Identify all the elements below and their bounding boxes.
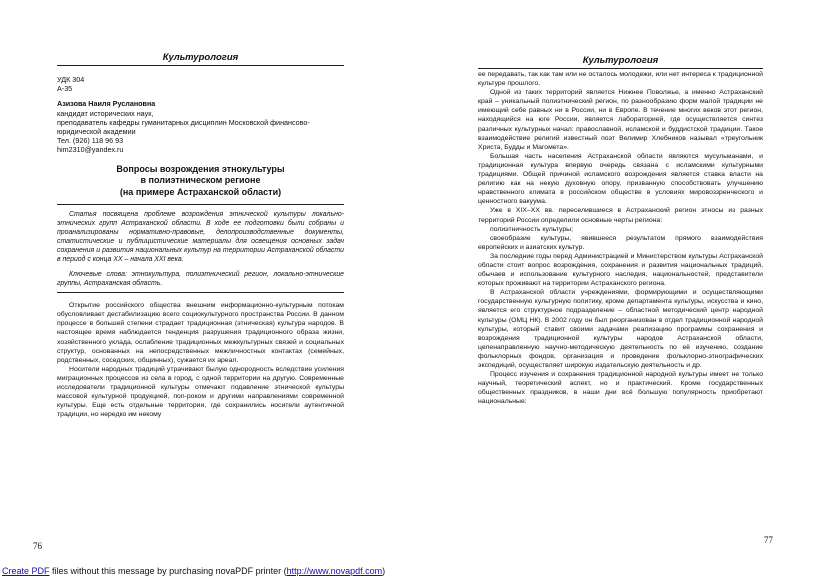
footer-text: files without this message by purchasing novaPDF printer ( [49, 566, 287, 576]
left-column [57, 52, 344, 419]
abstract-block [57, 204, 344, 293]
right-body-text [478, 70, 763, 406]
list-item: своеобразие культуры, явившееся результатом прямого взаимодействия европейских и азиатских культур. [478, 234, 763, 251]
article-title [57, 164, 344, 199]
right-running-header: Культурология [478, 55, 763, 69]
author-phone: Тел. (926) 118 96 93 [57, 136, 124, 146]
article-meta [57, 75, 344, 155]
left-body-text [57, 301, 344, 419]
article-title-line-3: (на примере Астраханской области) [119, 186, 282, 197]
list-item: полиэтничность культуры; [490, 225, 573, 233]
author-email: him2310@yandex.ru [57, 145, 124, 155]
paragraph: ее передавать, так как там или не осталось молодежи, или нет интереса к традиционной культуре прошлого. [478, 71, 763, 88]
author-name: Азизова Наиля Руслановна [57, 99, 156, 109]
novapdf-link[interactable]: http://www.novapdf.com [286, 566, 383, 576]
abstract-text: Статья посвящена проблеме возрождения этнической культуры локально-этнических групп Астраханской области. В ходе ее подготовки были собраны и проанализированы нормативно-правовые, делопроизводственные документы, статистические и публицистические материалы для освещения основных задач сохранения и развития национальных культур на территории Астраханской области в период с конца XX – начала XXI века. [57, 211, 344, 264]
page-number-left: 76 [33, 541, 42, 551]
right-page [410, 0, 820, 560]
paragraph: В Астраханской области учреждениями, формирующими и осуществляющими государственную культурную политику, кроме департамента культуры, искусства и кино, является его структурное подразделение – областной методический центр народной культуры (ОМЦ НК). В 2002 году он был реорганизован в отдел традиционной народной культуры, который ставит своими задачами реализацию программы сохранения и возрождения традиционной культуры народов Астраханской области, целенаправленную научно-методическую деятельность по её изучению, создание фольклорных фондов, организация и проведение фольклорно-этнографических экспедиций, осуществляет широкую издательскую деятельность и др. [478, 289, 763, 369]
paragraph: Большая часть населения Астраханской области являются мусульманами, и традиционная культура впервую очередь связана с исламскими культурными традициями. Общей причиной исламского возрождения является ставка власти на религию как на некую духовную опору, призванную способствовать улучшению нравственного климата в российском обществе в условиях мировоззренческого и ценностного вакуума. [478, 152, 763, 206]
keywords-text: Ключевые слова: этнокультура, полиэтнический регион, локально-этнические группы, Астраханская область. [57, 271, 344, 288]
paragraph: Уже в XIX–XX вв. переселившиеся в Астраханский регион этносы из разных территорий России определили основные черты региона: [478, 207, 763, 224]
create-pdf-link[interactable]: Create PDF [2, 566, 50, 576]
paragraph: Одной из таких территорий является Нижнее Поволжье, а именно Астраханский край – уникальный полиэтнический регион, по разнообразию форм малой традиции не имеющий себе равных ни в России, ни в Европе. В течение многих веков этот регион, находящийся на юге России, является лабораторией, где осуществляется синтез различных культурных начал: православной, исламской и буддистской традиции. Такое взаимодействие религий известный поэт Велимир Хлебников называл «треугольник Христа, Будды и Магомета». [478, 89, 763, 151]
left-page [0, 0, 410, 560]
right-column [478, 55, 763, 406]
author-position: преподаватель кафедры гуманитарных дисциплин Московской финансово-юридической академии [57, 117, 310, 137]
page-number-right: 77 [764, 535, 773, 545]
paragraph: Процесс изучения и сохранения традиционной народной культуры имеет не только научный, теоретический аспект, но и практический. Кроме государственных общественных праздников, в наши дни всё большую популярность приобретают национальные: [478, 371, 763, 406]
pdf-watermark-footer [0, 565, 820, 580]
paragraph: Открытие российского общества внешним информационно-культурным потокам обусловливает дестабилизацию всего социокультурного пространства России. В данном процессе в большей степени страдает традиционная (этническая) культура народов. В настоящее время наблюдается тенденция разрушения традиционного образа жизни, хозяйственного уклада, ослабление традиционных межкультурных связей и социальных структур, основанных на непосредственных межличностных контактах (семейных, родственных, соседских, общинных), сужается их ареал. [57, 302, 344, 364]
article-title-line-2: в полиэтническом регионе [140, 175, 261, 186]
left-running-header: Культурология [57, 52, 344, 66]
paragraph: Носители народных традиций утрачивают былую однородность вследствие усиления миграционных процессов из села в город, с одной территории на другую. Современные исследователи традиционной культуры отмечают подавление этнической культуры массовой культурной продукцией, поп-роком и другими направлениями современной культуры. Еще есть отдельные территории, где сохранились носители аутентичной традиции, но нередко им некому [57, 365, 344, 419]
classification-code: А-35 [57, 84, 73, 94]
paragraph: За последние годы перед Администрацией и Министерством культуры Астраханской области стоит вопрос возрождения, сохранения и развития национальных традиций, обычаев и использование культурного наследия, национальностей, представители которых проживают на территории Астраханского региона. [478, 252, 763, 288]
udk-code: УДК 304 [57, 75, 85, 84]
author-degree: кандидат исторических наук, [57, 108, 154, 118]
article-title-line-1: Вопросы возрождения этнокультуры [116, 163, 285, 174]
footer-text-end: ) [382, 566, 386, 576]
